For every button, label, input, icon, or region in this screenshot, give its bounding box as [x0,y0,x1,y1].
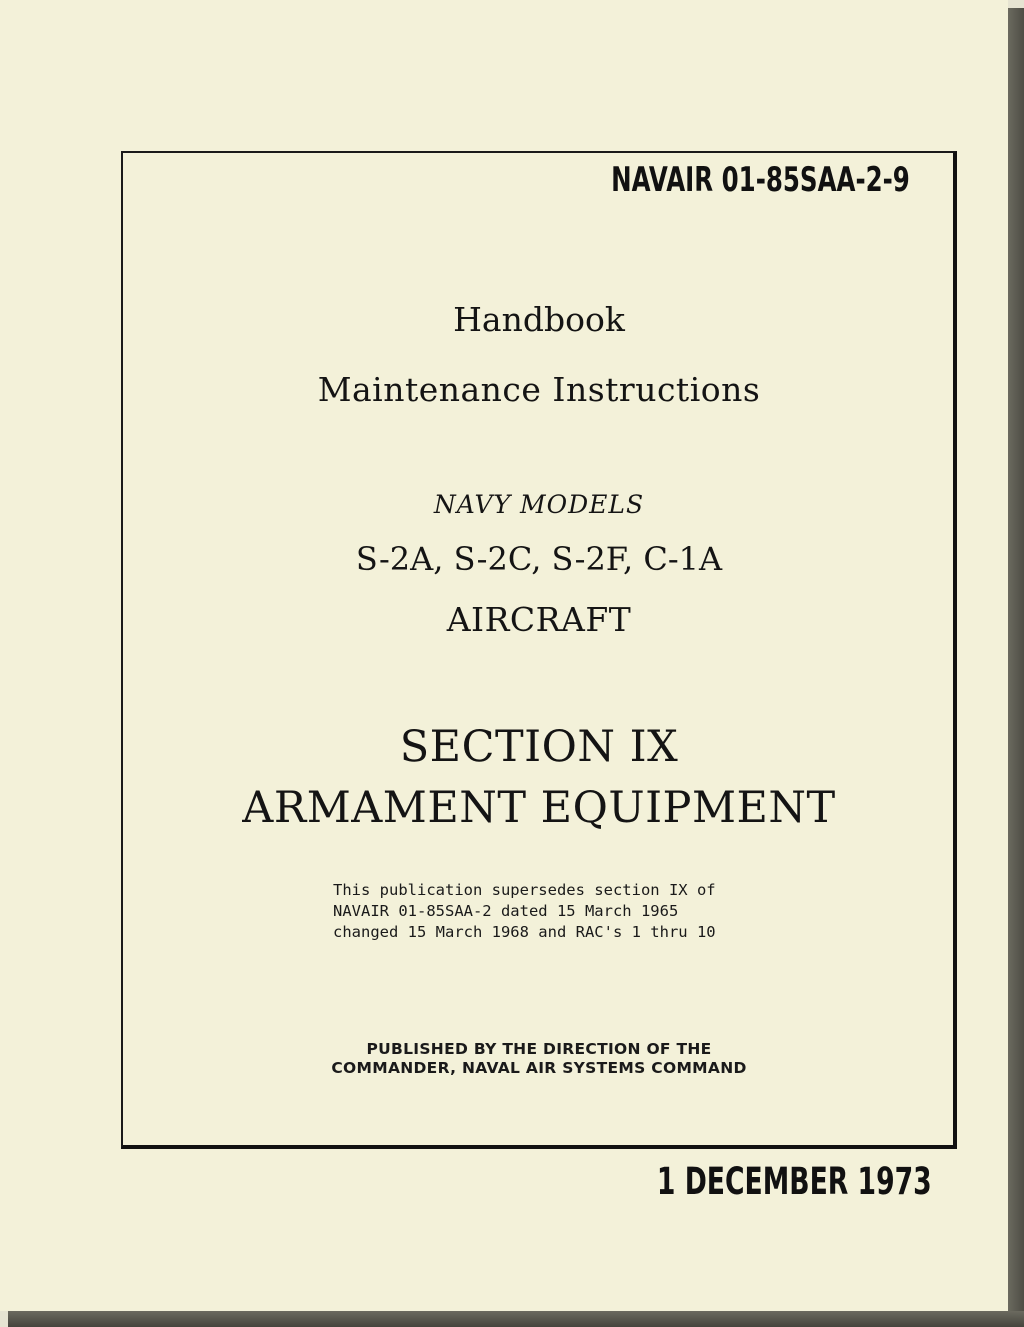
publication-date: 1 DECEMBER 1973 [657,1160,932,1203]
title-handbook: Handbook [453,300,625,339]
aircraft-type: AIRCRAFT [446,600,632,639]
publisher-statement [121,1040,957,1078]
publisher-line: COMMANDER, NAVAL AIR SYSTEMS COMMAND [331,1059,747,1077]
supersedes-line: changed 15 March 1968 and RAC's 1 thru 10 [333,923,716,941]
navy-models-label: NAVY MODELS [433,490,645,519]
title-maintenance-instructions: Maintenance Instructions [317,370,761,409]
supersedes-notice [333,880,716,943]
aircraft-model-list: S-2A, S-2C, S-2F, C-1A [355,540,723,578]
page-shadow-bottom [8,1311,1024,1327]
publisher-line: PUBLISHED BY THE DIRECTION OF THE [366,1040,712,1058]
document-number: NAVAIR 01-85SAA-2-9 [611,160,910,200]
page-shadow-right [1008,8,1024,1327]
section-name: ARMAMENT EQUIPMENT [242,783,836,833]
supersedes-line: This publication supersedes section IX of [333,881,716,899]
supersedes-line: NAVAIR 01-85SAA-2 dated 15 March 1965 [333,902,679,920]
section-number: SECTION IX [399,722,679,772]
